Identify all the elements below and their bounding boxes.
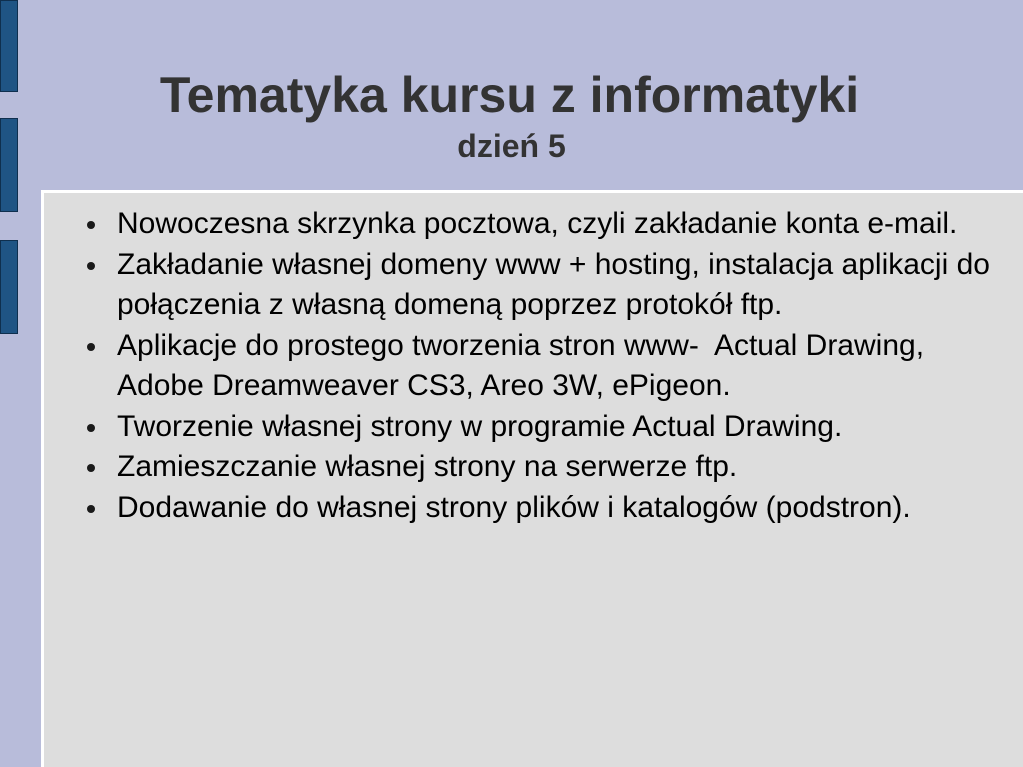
bullet-text: Nowoczesna skrzynka pocztowa, czyli zakładanie konta e-mail. [117, 207, 958, 240]
bullet-dot-icon [87, 464, 95, 472]
bullet-item [44, 326, 1004, 407]
slide-subtitle: dzień 5 [457, 128, 566, 164]
title-area [0, 64, 1023, 166]
slide-title: Tematyka kursu z informatyki [159, 67, 860, 123]
bullet-dot-icon [87, 424, 95, 432]
bullet-list [44, 204, 1004, 528]
bullet-dot-icon [87, 262, 95, 270]
bullet-text: Aplikacje do prostego tworzenia stron www- Actual Drawing, Adobe Dreamweaver CS3, Areo 3W, ePigeon. [117, 328, 931, 402]
bullet-item [44, 488, 1004, 529]
bullet-item [44, 407, 1004, 448]
bullet-item [44, 245, 1004, 326]
bullet-item [44, 447, 1004, 488]
bullet-text: Dodawanie do własnej strony plików i katalogów (podstron). [117, 490, 911, 524]
bullet-text: Tworzenie własnej strony w programie Actual Drawing. [117, 409, 843, 443]
bullet-dot-icon [87, 221, 95, 229]
bullet-dot-icon [87, 505, 95, 513]
bullet-item [44, 204, 1004, 245]
decorative-side-bar [0, 240, 18, 334]
content-box [41, 190, 1023, 767]
bullet-text: Zakładanie własnej domeny www + hosting, instalacja aplikacji do połączenia z własną domeną poprzez protokół ftp. [117, 247, 990, 321]
bullet-text: Zamieszczanie własnej strony na serwerze ftp. [117, 450, 738, 483]
bullet-dot-icon [87, 343, 95, 351]
